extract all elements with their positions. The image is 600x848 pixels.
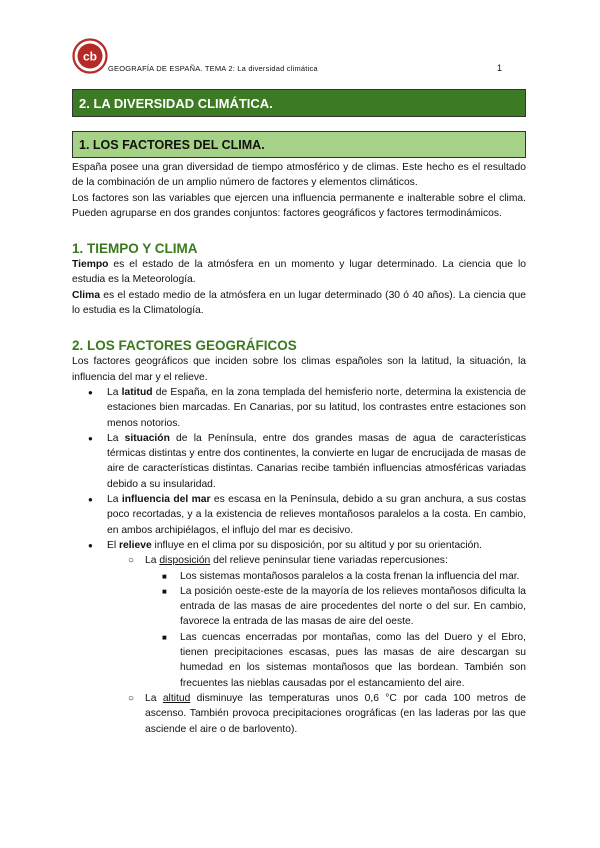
list-item: ■ La posición oeste-este de la mayoría de los relieves montañosos dificulta la entrada de las masas de aire procedentes del norte o del sur. En cambio, favorece la entrada de las masas de aire del oeste.: [162, 585, 526, 628]
document-body: [72, 160, 526, 737]
list-item: ■ Los sistemas montañosos paralelos a la costa frenan la influencia del mar.: [145, 569, 526, 584]
relieve-sublist: [107, 553, 526, 737]
square-bullet-icon: ■: [162, 586, 167, 596]
clima-term: Clima: [72, 289, 101, 301]
mar-term: influencia del mar: [121, 494, 211, 506]
section-heading-tiempo-clima: 1. TIEMPO Y CLIMA: [72, 241, 198, 257]
svg-text:cb: cb: [82, 49, 98, 64]
altitud-term: altitud: [162, 692, 191, 704]
list-item: ■ Las cuencas encerradas por montañas, como las del Duero y el Ebro, tienen precipitaciones escasas, pues las masas de aire descargan su humedad en los sistemas montañosos que las bordean. También son frecuentes las nieblas causadas por el estancamiento del aire.: [162, 631, 526, 689]
factores-list: [72, 385, 526, 737]
page-header: [72, 38, 532, 78]
situacion-term: situación: [124, 432, 170, 444]
list-item-relieve: ● El relieve influye en el clima por su disposición, por su altitud y por su orientación. ○ La disposición del relieve peninsular tiene variadas repercusiones: ■ Los sistemas montañosos paralelos a la costa frenan la influencia del mar. ■ La posición oeste-este de la mayoría de los relieves montañosos dificulta la entrada de las masas de aire procedentes del norte o del sur. En cambio, favorece la entrada de las masas de aire del oeste. ■ Las cuencas encerradas por montañas, como las del Duero y el Ebro, tienen precipitaciones escasas, pues las masas de aire descargan su humedad en los sistemas montañosos que las bordean. También son frecuentes las nieblas causadas por el estancamiento del aire. ○ La altitud disminuye las temperaturas unos 0,6 °C por cada 100 metros de ascenso. También provoca precipitaciones orográficas (en las laderas por las que asciende el aire o de barlovento).: [72, 538, 526, 737]
header-title: GEOGRAFÍA DE ESPAÑA. TEMA 2: La diversidad climática: [108, 64, 318, 73]
filled-circle-bullet-icon: ●: [88, 433, 93, 443]
intro-paragraph: Los factores son las variables que ejercen una influencia permanente e inalterable sobre el clima. Pueden agruparse en dos grandes conjuntos: factores geográficos y factores termodinámicos.: [72, 192, 526, 219]
filled-circle-bullet-icon: ●: [88, 387, 93, 397]
latitud-term: latitud: [121, 386, 153, 398]
tiempo-definition: [72, 257, 526, 288]
cb-logo-icon: [72, 38, 108, 74]
relieve-term: relieve: [119, 539, 152, 551]
list-item-mar: ● La influencia del mar es escasa en la Península, debido a su gran anchura, a sus costas poco recortadas, y a la existencia de relieves montañosos paralelos a la costa. En cambio, en ambos archipiélagos, el influjo del mar es decisivo.: [88, 494, 526, 536]
square-bullet-icon: ■: [162, 571, 167, 581]
filled-circle-bullet-icon: ●: [88, 540, 93, 550]
list-item-disposicion: ○ La disposición del relieve peninsular tiene variadas repercusiones: ■ Los sistemas montañosos paralelos a la costa frenan la influencia del mar. ■ La posición oeste-este de la mayoría de los relieves montañosos dificulta la entrada de las masas de aire procedentes del norte o del sur. En cambio, favorece la entrada de las masas de aire del oeste. ■ Las cuencas encerradas por montañas, como las del Duero y el Ebro, tienen precipitaciones escasas, pues las masas de aire descargan su humedad en los sistemas montañosos que las bordean. También son frecuentes las nieblas causadas por el estancamiento del aire.: [107, 553, 526, 691]
hollow-circle-bullet-icon: ○: [128, 555, 135, 567]
clima-text: es el estado medio de la atmósfera en un lugar determinado (30 ó 40 años). La ciencia que lo estudia es la Climatología.: [72, 289, 526, 317]
disposicion-sublist: [145, 569, 526, 691]
factores-intro: Los factores geográficos que inciden sobre los climas españoles son la latitud, la situación, la influencia del mar y el relieve.: [72, 356, 526, 383]
section-title-banner: 1. LOS FACTORES DEL CLIMA.: [72, 131, 526, 158]
clima-definition: [72, 288, 526, 319]
disposicion-term: disposición: [159, 555, 211, 567]
page-number: 1: [496, 63, 502, 73]
list-item-latitud: ● La latitud de España, en la zona templada del hemisferio norte, determina la existencia de estaciones bien marcadas. En Canarias, por su latitud, los contrastes entre estaciones son menos notorios.: [88, 386, 526, 429]
filled-circle-bullet-icon: ●: [88, 495, 93, 505]
hollow-circle-bullet-icon: ○: [128, 692, 135, 704]
section-heading-factores: 2. LOS FACTORES GEOGRÁFICOS: [72, 338, 297, 354]
list-item-situacion: ● La situación de la Península, entre dos grandes masas de agua de características térmicas distintas y entre dos continentes, la convierte en lugar de encrucijada de masas de aire de características distintas. Canarias recibe también influencias atmosféricas variadas debido a su insularidad.: [88, 432, 526, 490]
intro-paragraph: España posee una gran diversidad de tiempo atmosférico y de climas. Este hecho es el resultado de la combinación de un amplio número de factores y elementos climáticos.: [72, 162, 526, 189]
square-bullet-icon: ■: [162, 632, 167, 642]
list-item-altitud: ○ La altitud disminuye las temperaturas unos 0,6 °C por cada 100 metros de ascenso. También provoca precipitaciones orográficas (en las laderas por las que asciende el aire o de barlovento).: [128, 692, 526, 735]
chapter-title-banner: 2. LA DIVERSIDAD CLIMÁTICA.: [72, 89, 526, 117]
tiempo-term: Tiempo: [72, 259, 109, 271]
tiempo-text: es el estado de la atmósfera en un momento y lugar determinado. La ciencia que lo estudia es la Meteorología.: [72, 259, 526, 286]
